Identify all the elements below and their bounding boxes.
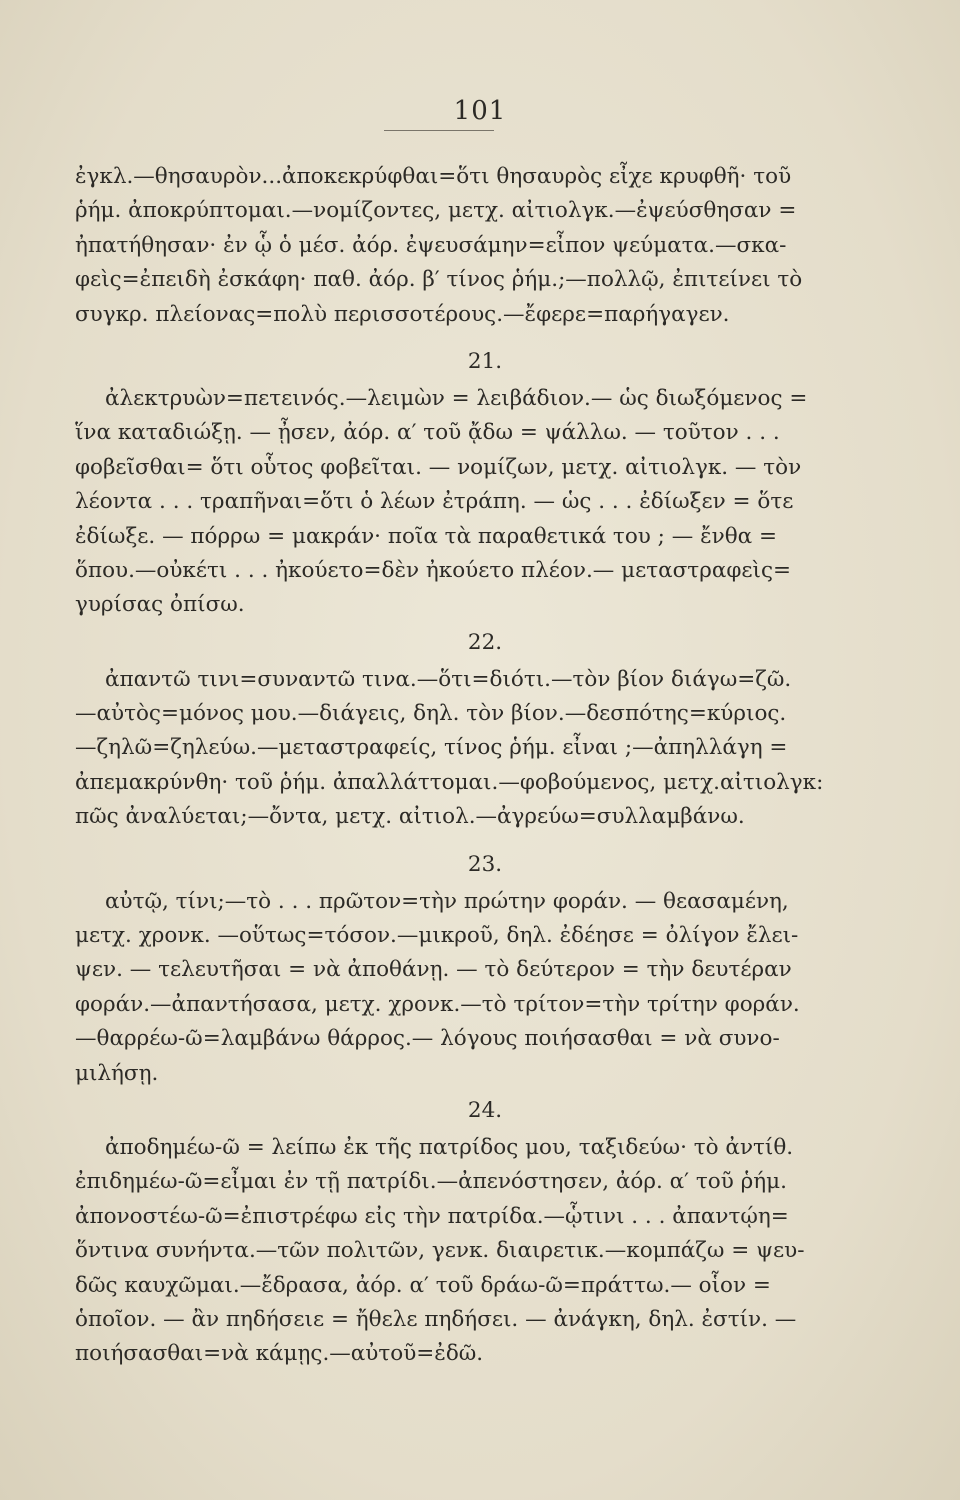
text-line: φοβεῖσθαι= ὅτι οὗτος φοβεῖται. — νομίζων, μετχ. αἰτιολγκ. — τὸν (75, 454, 802, 480)
text-line: πῶς ἀναλύεται;—ὄντα, μετχ. αἰτιολ.—ἀγρεύω=συλλαμβάνω. (75, 804, 745, 830)
page-number-rule (384, 130, 494, 131)
section-heading: 22. (467, 629, 503, 655)
section-23 (75, 845, 875, 1091)
text-line: ὅντινα συνήντα.—τῶν πολιτῶν, γενκ. διαιρετικ.—κομπάζω = ψευ- (75, 1238, 805, 1264)
text-line: ἠπατήθησαν· ἐν ᾧ ὁ μέσ. ἀόρ. ἐψευσάμην=εἶπον ψεύματα.—σκα- (75, 232, 787, 258)
text-line: φοράν.—ἀπαντήσασα, μετχ. χρονκ.—τὸ τρίτον=τὴν τρίτην φοράν. (75, 991, 800, 1017)
text-line: ὅπου.—οὐκέτι . . . ἠκούετο=δὲν ἠκούετο πλέον.— μεταστραφεὶς= (75, 557, 792, 583)
text-line: —ζηλῶ=ζηλεύω.—μεταστραφείς, τίνος ῥήμ. εἶναι ;—ἀπηλλάγη = (75, 735, 788, 761)
section-22 (75, 623, 875, 835)
text-line: αὐτῷ, τίνι;—τὸ . . . πρῶτον=τὴν πρώτην φοράν. — θεασαμένη, (105, 888, 789, 914)
text-line: ἀλεκτρυὼν=πετεινός.—λειμὼν = λειβάδιον.— ὡς διωξόμενος = (105, 385, 808, 411)
section-heading: 23. (467, 851, 503, 877)
text-line: δῶς καυχῶμαι.—ἔδρασα, ἀόρ. α′ τοῦ δράω-ῶ=πράττω.— οἷον = (75, 1272, 771, 1298)
text-line: ποιήσασθαι=νὰ κάμῃς.—αὐτοῦ=ἐδῶ. (75, 1341, 484, 1367)
page-body (75, 160, 875, 1372)
text-line: ἐδίωξε. — πόρρω = μακράν· ποῖα τὰ παραθετικά του ; — ἔνθα = (75, 523, 778, 549)
text-line: μιλήσῃ. (75, 1060, 159, 1086)
text-line: ἐπιδημέω-ῶ=εἶμαι ἐν τῇ πατρίδι.—ἀπενόστησεν, ἀόρ. α′ τοῦ ῥήμ. (75, 1169, 787, 1195)
text-line: λέοντα . . . τραπῆναι=ὅτι ὁ λέων ἐτράπη. — ὡς . . . ἐδίωξεν = ὅτε (75, 489, 794, 515)
text-line: μετχ. χρονκ. —οὕτως=τόσον.—μικροῦ, δηλ. ἐδέησε = ὀλίγον ἔλει- (75, 923, 799, 949)
text-line: γυρίσας ὀπίσω. (75, 592, 245, 618)
text-line: ἀπονοστέω-ῶ=ἐπιστρέφω εἰς τὴν πατρίδα.—ᾧτινι . . . ἀπαντῴη= (75, 1203, 789, 1229)
text-line: ψεν. — τελευτῆσαι = νὰ ἀποθάνῃ. — τὸ δεύτερον = τὴν δευτέραν (75, 957, 792, 983)
paragraph-continued (75, 160, 875, 332)
text-line: ἵνα καταδιώξῃ. — ᾖσεν, ἀόρ. α′ τοῦ ᾄδω = ψάλλω. — τοῦτον . . . (75, 420, 780, 446)
text-line: ἀποδημέω-ῶ = λείπω ἐκ τῆς πατρίδος μου, ταξιδεύω· τὸ ἀντίθ. (105, 1134, 794, 1160)
text-line: ἀπεμακρύνθη· τοῦ ῥήμ. ἀπαλλάττομαι.—φοβούμενος, μετχ.αἰτιολγκ: (75, 769, 824, 795)
text-line: ὁποῖον. — ἂν πηδήσειε = ἤθελε πηδήσει. — ἀνάγκη, δηλ. ἐστίν. — (75, 1306, 797, 1332)
section-21 (75, 342, 875, 623)
page-number: 101 (453, 96, 507, 126)
section-24 (75, 1091, 875, 1372)
text-line: —αὐτὸς=μόνος μου.—διάγεις, δηλ. τὸν βίον.—δεσπότης=κύριος. (75, 701, 787, 727)
text-line: ἀπαντῶ τινι=συναντῶ τινα.—ὅτι=διότι.—τὸν βίον διάγω=ζῶ. (105, 666, 792, 692)
text-line: φεὶς=ἐπειδὴ ἐσκάφη· παθ. ἀόρ. β′ τίνος ῥήμ.;—πολλῷ, ἐπιτείνει τὸ (75, 267, 803, 293)
text-line: —θαρρέω-ῶ=λαμβάνω θάρρος.— λόγους ποιήσασθαι = νὰ συνο- (75, 1026, 780, 1052)
text-line: ῥήμ. ἀποκρύπτομαι.—νομίζοντες, μετχ. αἰτιολγκ.—ἐψεύσθησαν = (75, 198, 797, 224)
section-heading: 24. (467, 1097, 503, 1123)
section-heading: 21. (467, 348, 503, 374)
text-line: συγκρ. πλείονας=πολὺ περισσοτέρους.—ἔφερε=παρήγαγεν. (75, 301, 730, 327)
text-line: ἐγκλ.—θησαυρὸν...ἀποκεκρύφθαι=ὅτι θησαυρὸς εἶχε κρυφθῆ· τοῦ (75, 164, 792, 189)
